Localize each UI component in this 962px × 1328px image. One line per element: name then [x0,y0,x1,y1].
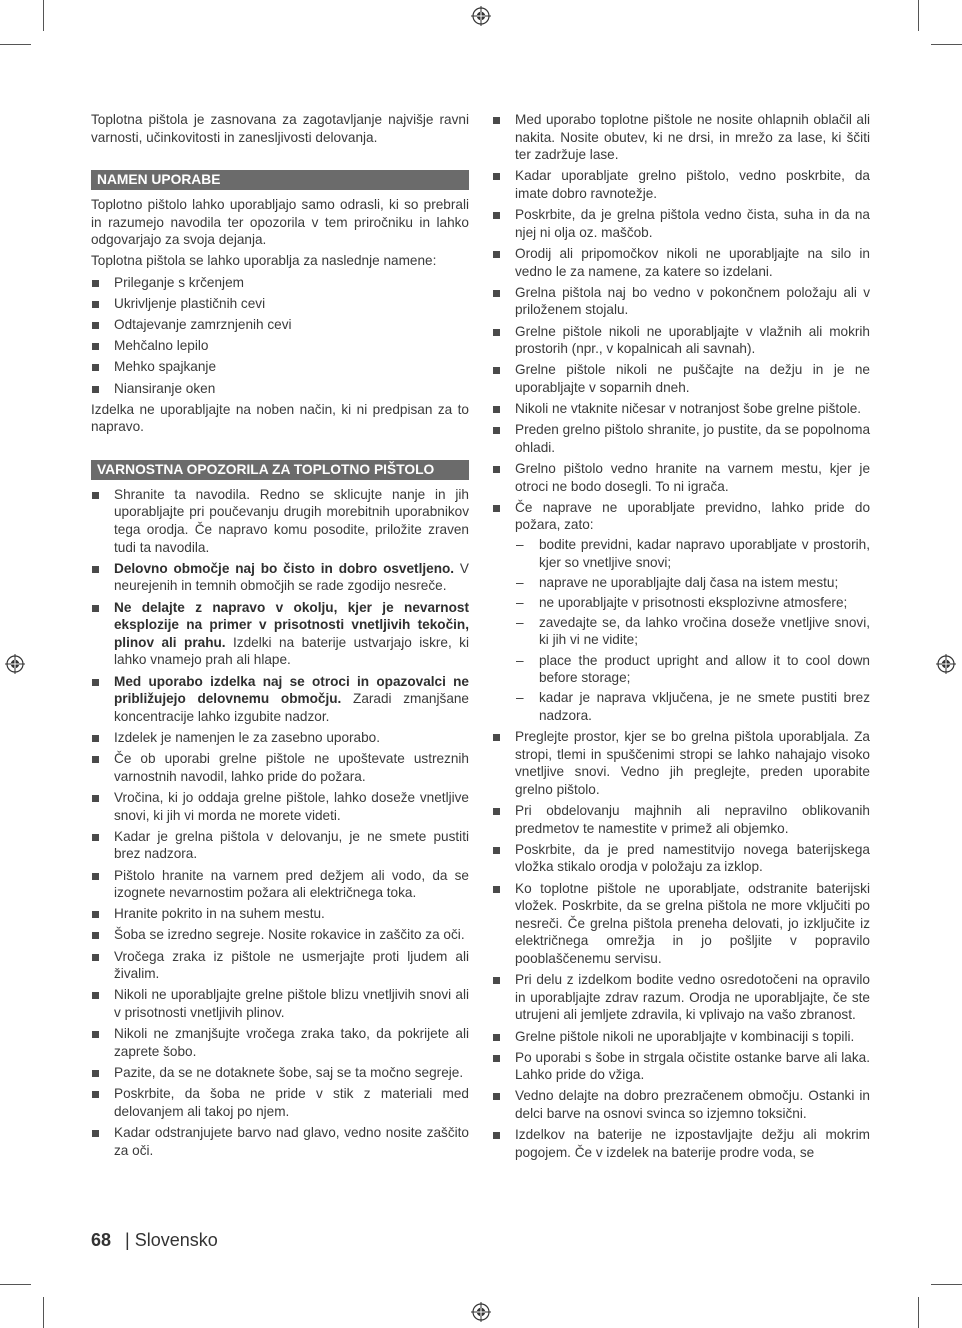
bullet-square-icon [92,605,99,612]
list-item: Grelne pištole nikoli ne uporabljajte v vlažnih ali mokrih prostorih (npr., v kopalnicah ali savnah). [492,323,870,358]
bullet-square-icon [92,873,99,880]
bullet-square-icon [92,756,99,763]
bullet-square-icon [493,1093,500,1100]
section-heading-safety-warnings: VARNOSTNA OPOZORILA ZA TOPLOTNO PIŠTOLO [91,460,469,480]
list-item: Med uporabo izdelka naj se otroci in opazovalci ne približujejo delovnemu območju. Zaradi zmanjšane koncentracije lahko izgubite nadzor. [91,673,469,726]
fire-precautions-sublist [515,536,870,724]
sublist-item: – place the product upright and allow it to cool down before storage; [516,652,870,686]
intro-paragraph: Toplotna pištola je zasnovana za zagotavljanje najvišje ravni varnosti, učinkovitosti in zanesljivosti delovanja. [91,112,469,145]
crop-mark-bottom-left-h [0,1284,31,1285]
bullet-square-icon [92,679,99,686]
bullet-square-icon [92,954,99,961]
paragraph: Izdelka ne uporabljajte na noben način, ki ni predpisan za to napravo. [91,401,469,435]
bullet-square-icon [493,212,500,219]
page-number: 68 [91,1230,112,1250]
bullet-square-icon [493,1132,500,1139]
list-item: Izdelek je namenjen le za zasebno uporabo. [91,729,469,747]
crop-mark-top-left-h [0,44,31,45]
list-item: Šoba se izredno segreje. Nosite rokavice in zaščito za oči. [91,926,469,944]
bullet-square-icon [92,795,99,802]
bullet-square-icon [493,505,500,512]
list-item: Pištolo hranite na varnem pred dežjem ali vodo, da se izognete nevarnostim požara ali električnega toka. [91,867,469,902]
list-item: Niansiranje oken [91,380,469,398]
list-item: Grelne pištole nikoli ne puščajte na dežju in je ne uporabljajte v soparnih dneh. [492,361,870,396]
bullet-square-icon [92,280,99,287]
bullet-square-icon [92,386,99,393]
bullet-square-icon [92,735,99,742]
paragraph: Toplotno pištolo lahko uporabljajo samo odrasli, ki so prebrali in razumejo navodila ter opozorila v tem priročniku in lahko odgovarjajo za svoja dejanja. [91,197,469,248]
registration-mark-icon [471,6,491,26]
dash-marker: – [516,690,524,706]
list-item: Vročega zraka iz pištole ne usmerjajte proti ljudem ali živalim. [91,948,469,983]
bullet-square-icon [493,173,500,180]
bullet-square-icon [92,1031,99,1038]
bullet-square-icon [92,932,99,939]
bullet-square-icon [92,492,99,499]
list-item: Orodij ali pripomočkov nikoli ne uporabljajte na silo in vedno le za namene, za katere so izdelani. [492,245,870,280]
list-item: Vedno delajte na dobro prezračenem območju. Ostanki in delci barve na osnovi svinca so izjemno toksični. [492,1087,870,1122]
list-item: Grelne pištole nikoli ne uporabljajte v kombinaciji s topili. [492,1028,870,1046]
list-item: Kadar odstranjujete barvo nad glavo, vedno nosite zaščito za oči. [91,1124,469,1159]
intended-use-list [91,274,469,398]
bullet-square-icon [493,847,500,854]
list-item: Kadar je grelna pištola v delovanju, je ne smete pustiti brez nadzora. [91,828,469,863]
list-item: Grelna pištola naj bo vedno v pokončnem položaju ali v priloženem stojalu. [492,284,870,319]
list-item: Delovno območje naj bo čisto in dobro osvetljeno. V neurejenih in temnih območjih se rade zgodijo nesreče. [91,560,469,595]
registration-mark-icon [471,1302,491,1322]
list-item: Grelno pištolo vedno hranite na varnem mestu, kjer je otroci ne bodo dosegli. To ni igrača. [492,460,870,495]
bullet-square-icon [493,367,500,374]
bullet-square-icon [92,911,99,918]
bullet-square-icon [92,834,99,841]
bullet-square-icon [493,329,500,336]
list-item: Pazite, da se ne dotaknete šobe, saj se ta močno segreje. [91,1064,469,1082]
list-item: Prileganje s krčenjem [91,274,469,292]
list-item: Nikoli ne uporabljajte grelne pištole blizu vnetljivih snovi ali v prisotnosti vnetljivih plinov. [91,986,469,1021]
dash-marker: – [516,652,524,668]
bullet-square-icon [92,566,99,573]
bullet-square-icon [493,466,500,473]
crop-mark-bottom-right-h [931,1284,962,1285]
bullet-square-icon [92,1091,99,1098]
list-item: Mehko spajkanje [91,358,469,376]
sublist-item: – ne uporabljajte v prisotnosti eksplozivne atmosfere; [516,594,848,610]
list-item: Pri obdelovanju majhnih ali nepravilno oblikovanih predmetov te namestite v primež ali objemko. [492,802,870,837]
crop-mark-bottom-left-v [43,1297,44,1328]
bullet-square-icon [493,1055,500,1062]
dash-marker: – [516,614,524,630]
list-item: Poskrbite, da je pred namestitvijo novega baterijskega vložka stikalo orodja v položaju za izklop. [492,841,870,876]
list-item: Poskrbite, da šoba ne pride v stik z materiali med delovanjem ali takoj po njem. [91,1085,469,1120]
footer-language: | Slovensko [125,1230,218,1250]
list-item: Če naprave ne uporabljate previdno, lahko pride do požara, zato: – bodite previdni, kadar napravo uporabljate v prostorih, kjer so vnetljive snovi; – naprave ne uporabljajte dalj časa na istem mestu; – ne uporabljajte v prisotnosti eksplozivne atmosfere; – zavedajte se, da lahko vročina doseže vnetljive snovi, ki jih vi ne vidite; – place the product upright and allow it to cool down before storage; – kadar je naprava vključena, je ne smete pustiti brez nadzora. [492,499,870,725]
paragraph: Toplotna pištola se lahko uporablja za naslednje namene: [91,253,437,269]
safety-list-continued [492,111,870,1161]
crop-mark-top-right-v [918,0,919,31]
list-item: Po uporabi s šobe in strgala očistite ostanke barve ali laka. Lahko pride do vžiga. [492,1049,870,1084]
list-item: Pri delu z izdelkom bodite vedno osredotočeni na opravilo in uporabljajte zdrav razum. Orodja ne uporabljajte, če ste utrujeni ali jemljete zdravila, ki vplivajo na vašo zbranost. [492,971,870,1024]
safety-list [91,486,469,1159]
list-item: Mehčalno lepilo [91,337,469,355]
sublist-item: – kadar je naprava vključena, je ne smete pustiti brez nadzora. [516,690,870,723]
list-item: Nikoli ne vtaknite ničesar v notranjost šobe grelne pištole. [492,400,870,418]
sublist-item: – bodite previdni, kadar napravo uporabljate v prostorih, kjer so vnetljive snovi; [516,537,870,570]
list-item: Preden grelno pištolo shranite, jo pustite, da se popolnoma ohladi. [492,421,870,456]
bullet-square-icon [92,992,99,999]
bullet-square-icon [493,1034,500,1041]
bullet-square-icon [493,251,500,258]
list-item: Odtajevanje zamrznjenih cevi [91,316,469,334]
section-heading-intended-use: NAMEN UPORABE [91,170,469,190]
bullet-square-icon [493,406,500,413]
bullet-square-icon [493,977,500,984]
dash-marker: – [516,594,524,610]
list-item: Ko toplotne pištole ne uporabljate, odstranite baterijski vložek. Poskrbite, da se grelna pištola ne more vključiti po nesreči. Če grelna pištola preneha delovati, jo izključite iz električnega omrežja in jo pošljite v popravilo pooblaščenemu servisu. [492,880,870,968]
left-column [91,111,469,1163]
bullet-square-icon [92,343,99,350]
list-item: Izdelkov na baterije ne izpostavljajte dežju ali mokrim pogojem. Če v izdelek na baterije prodre voda, se [492,1126,870,1161]
list-item: Shranite ta navodila. Redno se sklicujte nanje in jih uporabljajte pri poučevanju drugih morebitnih uporabnikov tega orodja. Če napravo komu posodite, priložite zraven tudi ta navodila. [91,486,469,556]
bullet-square-icon [92,322,99,329]
dash-marker: – [516,574,524,590]
list-item: Če ob uporabi grelne pištole ne upoštevate ustreznih varnostnih navodil, lahko pride do požara. [91,750,469,785]
page-footer [91,1230,218,1251]
list-item: Hranite pokrito in na suhem mestu. [91,905,469,923]
bullet-square-icon [493,117,500,124]
right-column [492,111,870,1165]
list-item: Kadar uporabljate grelno pištolo, vedno poskrbite, da imate dobro ravnotežje. [492,167,870,202]
crop-mark-bottom-right-v [918,1297,919,1328]
bullet-square-icon [493,734,500,741]
bullet-square-icon [92,301,99,308]
bullet-square-icon [493,290,500,297]
crop-mark-top-left-v [43,0,44,31]
bullet-square-icon [493,886,500,893]
bullet-square-icon [92,364,99,371]
bullet-square-icon [92,1070,99,1077]
list-item: Preglejte prostor, kjer se bo grelna pištola uporabljala. Za stropi, tlemi in spuščenimi stropi se lahko nahajajo visoko vnetljive snovi. Vedno jih preglejte, preden uporabite grelno pištolo. [492,728,870,798]
list-item: Med uporabo toplotne pištole ne nosite ohlapnih oblačil ali nakita. Nosite obutev, ki ne drsi, in mrežo za lase, ki ščiti ter zadržuje lase. [492,111,870,164]
sublist-item: – zavedajte se, da lahko vročina doseže vnetljive snovi, ki jih vi ne vidite; [516,614,870,648]
registration-mark-icon [5,654,25,674]
list-item: Vročina, ki jo oddaja grelne pištole, lahko doseže vnetljive snovi, ki jih vi morda ne morete videti. [91,789,469,824]
crop-mark-top-right-h [931,44,962,45]
list-item: Ukrivljenje plastičnih cevi [91,295,469,313]
bullet-square-icon [493,808,500,815]
registration-mark-icon [936,654,956,674]
bullet-square-icon [92,1130,99,1137]
dash-marker: – [516,537,524,552]
list-item: Poskrbite, da je grelna pištola vedno čista, suha in da na njej ni olja oz. maščob. [492,206,870,241]
list-item: Nikoli ne zmanjšujte vročega zraka tako, da pokrijete ali zaprete šobo. [91,1025,469,1060]
list-item: Ne delajte z napravo v okolju, kjer je nevarnost eksplozije na primer v prisotnosti vnetljivih tekočin, plinov ali prahu. Izdelki na baterije ustvarjajo iskre, ki lahko vnamejo prah ali hlape. [91,599,469,669]
bullet-square-icon [493,427,500,434]
sublist-item: – naprave ne uporabljajte dalj časa na istem mestu; [516,574,839,590]
